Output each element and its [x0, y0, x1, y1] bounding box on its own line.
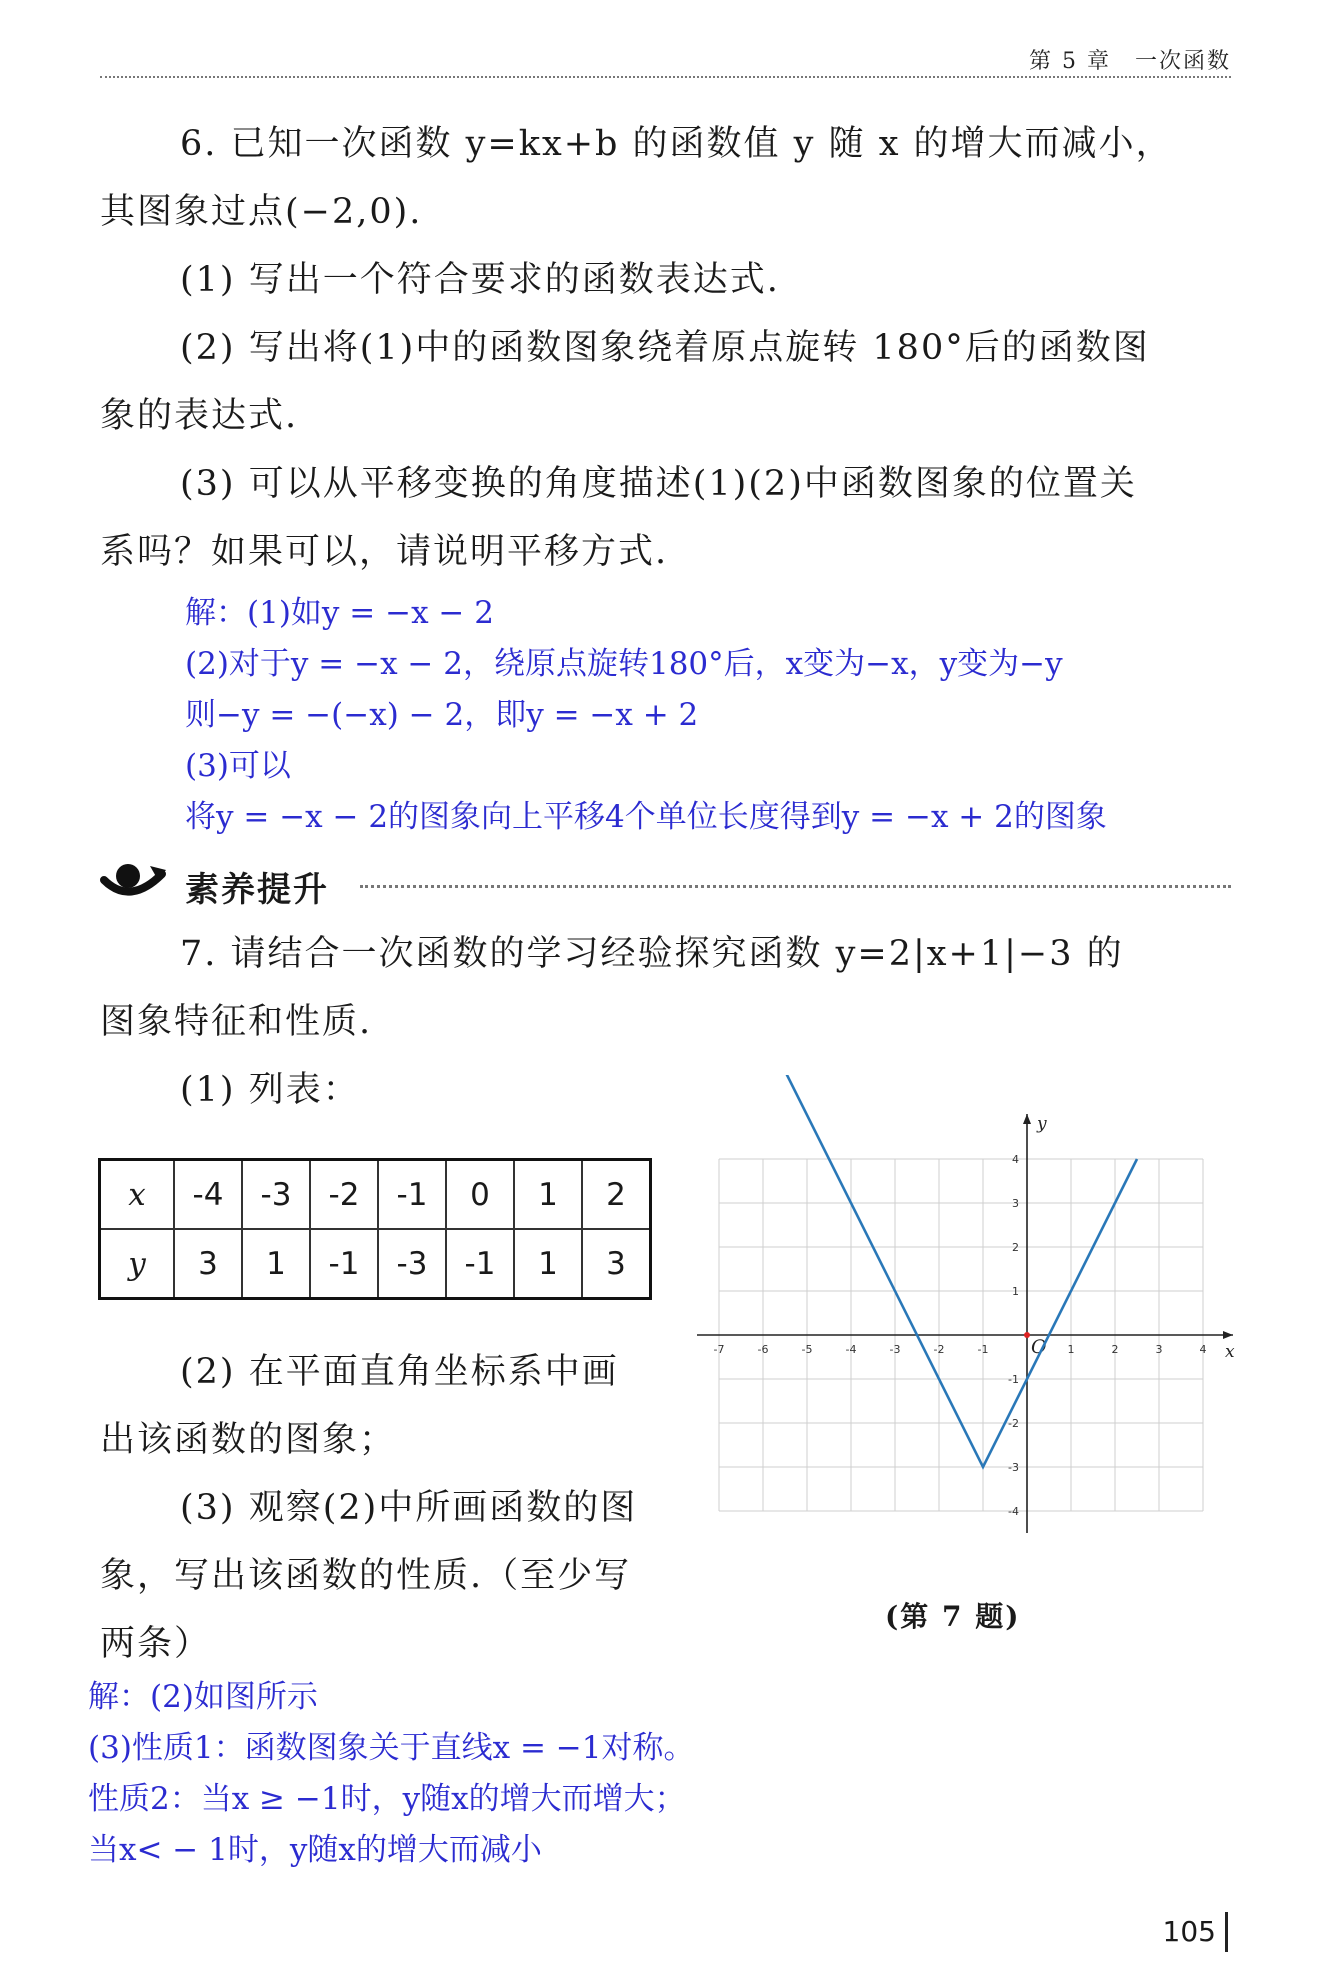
y-tick-label: 4 — [1012, 1153, 1019, 1166]
x-tick-label: -2 — [933, 1343, 945, 1356]
table-cell: -2 — [310, 1160, 378, 1230]
table-cell: -1 — [378, 1160, 446, 1230]
table-header-y: y — [100, 1229, 175, 1299]
q7-sub1: (1) 列表： — [180, 1070, 360, 1110]
q7-sub3b: 象，写出该函数的性质.（至少写 — [100, 1556, 632, 1596]
x-tick-label: 2 — [1111, 1343, 1119, 1356]
table-cell: -1 — [446, 1229, 514, 1299]
y-tick-label: -2 — [1008, 1417, 1019, 1430]
table-cell: 1 — [514, 1160, 582, 1230]
x-tick-label: -4 — [845, 1343, 857, 1356]
x-tick-label: -5 — [801, 1343, 813, 1356]
table-cell: -1 — [310, 1229, 378, 1299]
origin-label: O — [1031, 1336, 1047, 1358]
ans7-line4: 当x< − 1时，y随x的增大而减小 — [88, 1832, 542, 1868]
x-tick-label: -7 — [713, 1343, 725, 1356]
table-cell: 3 — [582, 1229, 651, 1299]
x-tick-label: 1 — [1067, 1343, 1075, 1356]
ans6-line4: (3)可以 — [185, 748, 291, 784]
y-axis-arrow — [1023, 1114, 1031, 1124]
x-axis-label: x — [1225, 1342, 1235, 1362]
ans7-line3: 性质2：当x ≥ −1时，y随x的增大而增大； — [88, 1781, 686, 1817]
x-tick-label: -3 — [889, 1343, 901, 1356]
q6-sub3a: (3) 可以从平移变换的角度描述(1)(2)中函数图象的位置关 — [180, 464, 1137, 504]
ans7-line1: 解：(2)如图所示 — [88, 1679, 318, 1715]
y-tick-label: -3 — [1008, 1461, 1019, 1474]
table-cell: -4 — [174, 1160, 242, 1230]
q7-sub3c: 两条） — [100, 1624, 212, 1664]
table-cell: 0 — [446, 1160, 514, 1230]
chapter-header: 第 5 章 一次函数 — [1029, 49, 1231, 74]
function-line — [785, 1075, 1137, 1467]
section-divider — [360, 885, 1231, 888]
q6-line2: 其图象过点(−2,0). — [100, 192, 423, 232]
y-tick-label: 2 — [1012, 1241, 1019, 1254]
x-tick-label: -1 — [977, 1343, 989, 1356]
y-tick-label: -4 — [1008, 1505, 1019, 1518]
y-tick-label: 1 — [1012, 1285, 1019, 1298]
origin-point — [1024, 1332, 1030, 1338]
x-tick-label: 3 — [1155, 1343, 1163, 1356]
header-divider — [100, 76, 1231, 78]
page-number: 105 — [1162, 1915, 1216, 1948]
section-title: 素养提升 — [185, 870, 329, 910]
table-row-x — [100, 1160, 651, 1230]
q6-sub3b: 系吗？如果可以，请说明平移方式. — [100, 532, 669, 572]
y-tick-label: 3 — [1012, 1197, 1019, 1210]
page-number-bar — [1225, 1912, 1228, 1952]
figure-caption: (第 7 题) — [885, 1600, 1021, 1633]
q6-sub2a: (2) 写出将(1)中的函数图象绕着原点旋转 180°后的函数图 — [180, 328, 1150, 368]
ans6-line5: 将y = −x − 2的图象向上平移4个单位长度得到y = −x + 2的图象 — [185, 799, 1107, 835]
table-cell: -3 — [378, 1229, 446, 1299]
q7-sub2a: (2) 在平面直角坐标系中画 — [180, 1352, 619, 1392]
q7-line1: 7. 请结合一次函数的学习经验探究函数 y=2|x+1|−3 的 — [180, 934, 1124, 974]
q7-line2: 图象特征和性质. — [100, 1002, 373, 1042]
q7-sub2b: 出该函数的图象； — [100, 1420, 397, 1460]
function-graph — [690, 1075, 1250, 1585]
table-cell: 1 — [514, 1229, 582, 1299]
ans6-line1: 解：(1)如y = −x − 2 — [185, 595, 494, 631]
table-cell: 3 — [174, 1229, 242, 1299]
q7-sub3a: (3) 观察(2)中所画函数的图 — [180, 1488, 638, 1528]
table-cell: -3 — [242, 1160, 310, 1230]
x-axis-arrow — [1223, 1331, 1233, 1339]
x-tick-label: -6 — [757, 1343, 769, 1356]
ans6-line2: (2)对于y = −x − 2，绕原点旋转180°后，x变为−x，y变为−y — [185, 646, 1063, 682]
table-cell: 1 — [242, 1229, 310, 1299]
value-table — [98, 1158, 652, 1300]
table-row-y — [100, 1229, 651, 1299]
y-axis-label: y — [1037, 1114, 1047, 1134]
x-tick-label: 4 — [1199, 1343, 1207, 1356]
table-header-x: x — [100, 1160, 175, 1230]
ans6-line3: 则−y = −(−x) − 2，即y = −x + 2 — [185, 697, 699, 733]
q6-sub1: (1) 写出一个符合要求的函数表达式. — [180, 260, 780, 300]
section-icon — [100, 860, 172, 904]
q6-line1: 6. 已知一次函数 y=kx+b 的函数值 y 随 x 的增大而减小， — [180, 124, 1173, 164]
q6-sub2b: 象的表达式. — [100, 396, 299, 436]
y-tick-label: -1 — [1008, 1373, 1019, 1386]
table-cell: 2 — [582, 1160, 651, 1230]
ans7-line2: (3)性质1：函数图象关于直线x = −1对称。 — [88, 1730, 695, 1766]
